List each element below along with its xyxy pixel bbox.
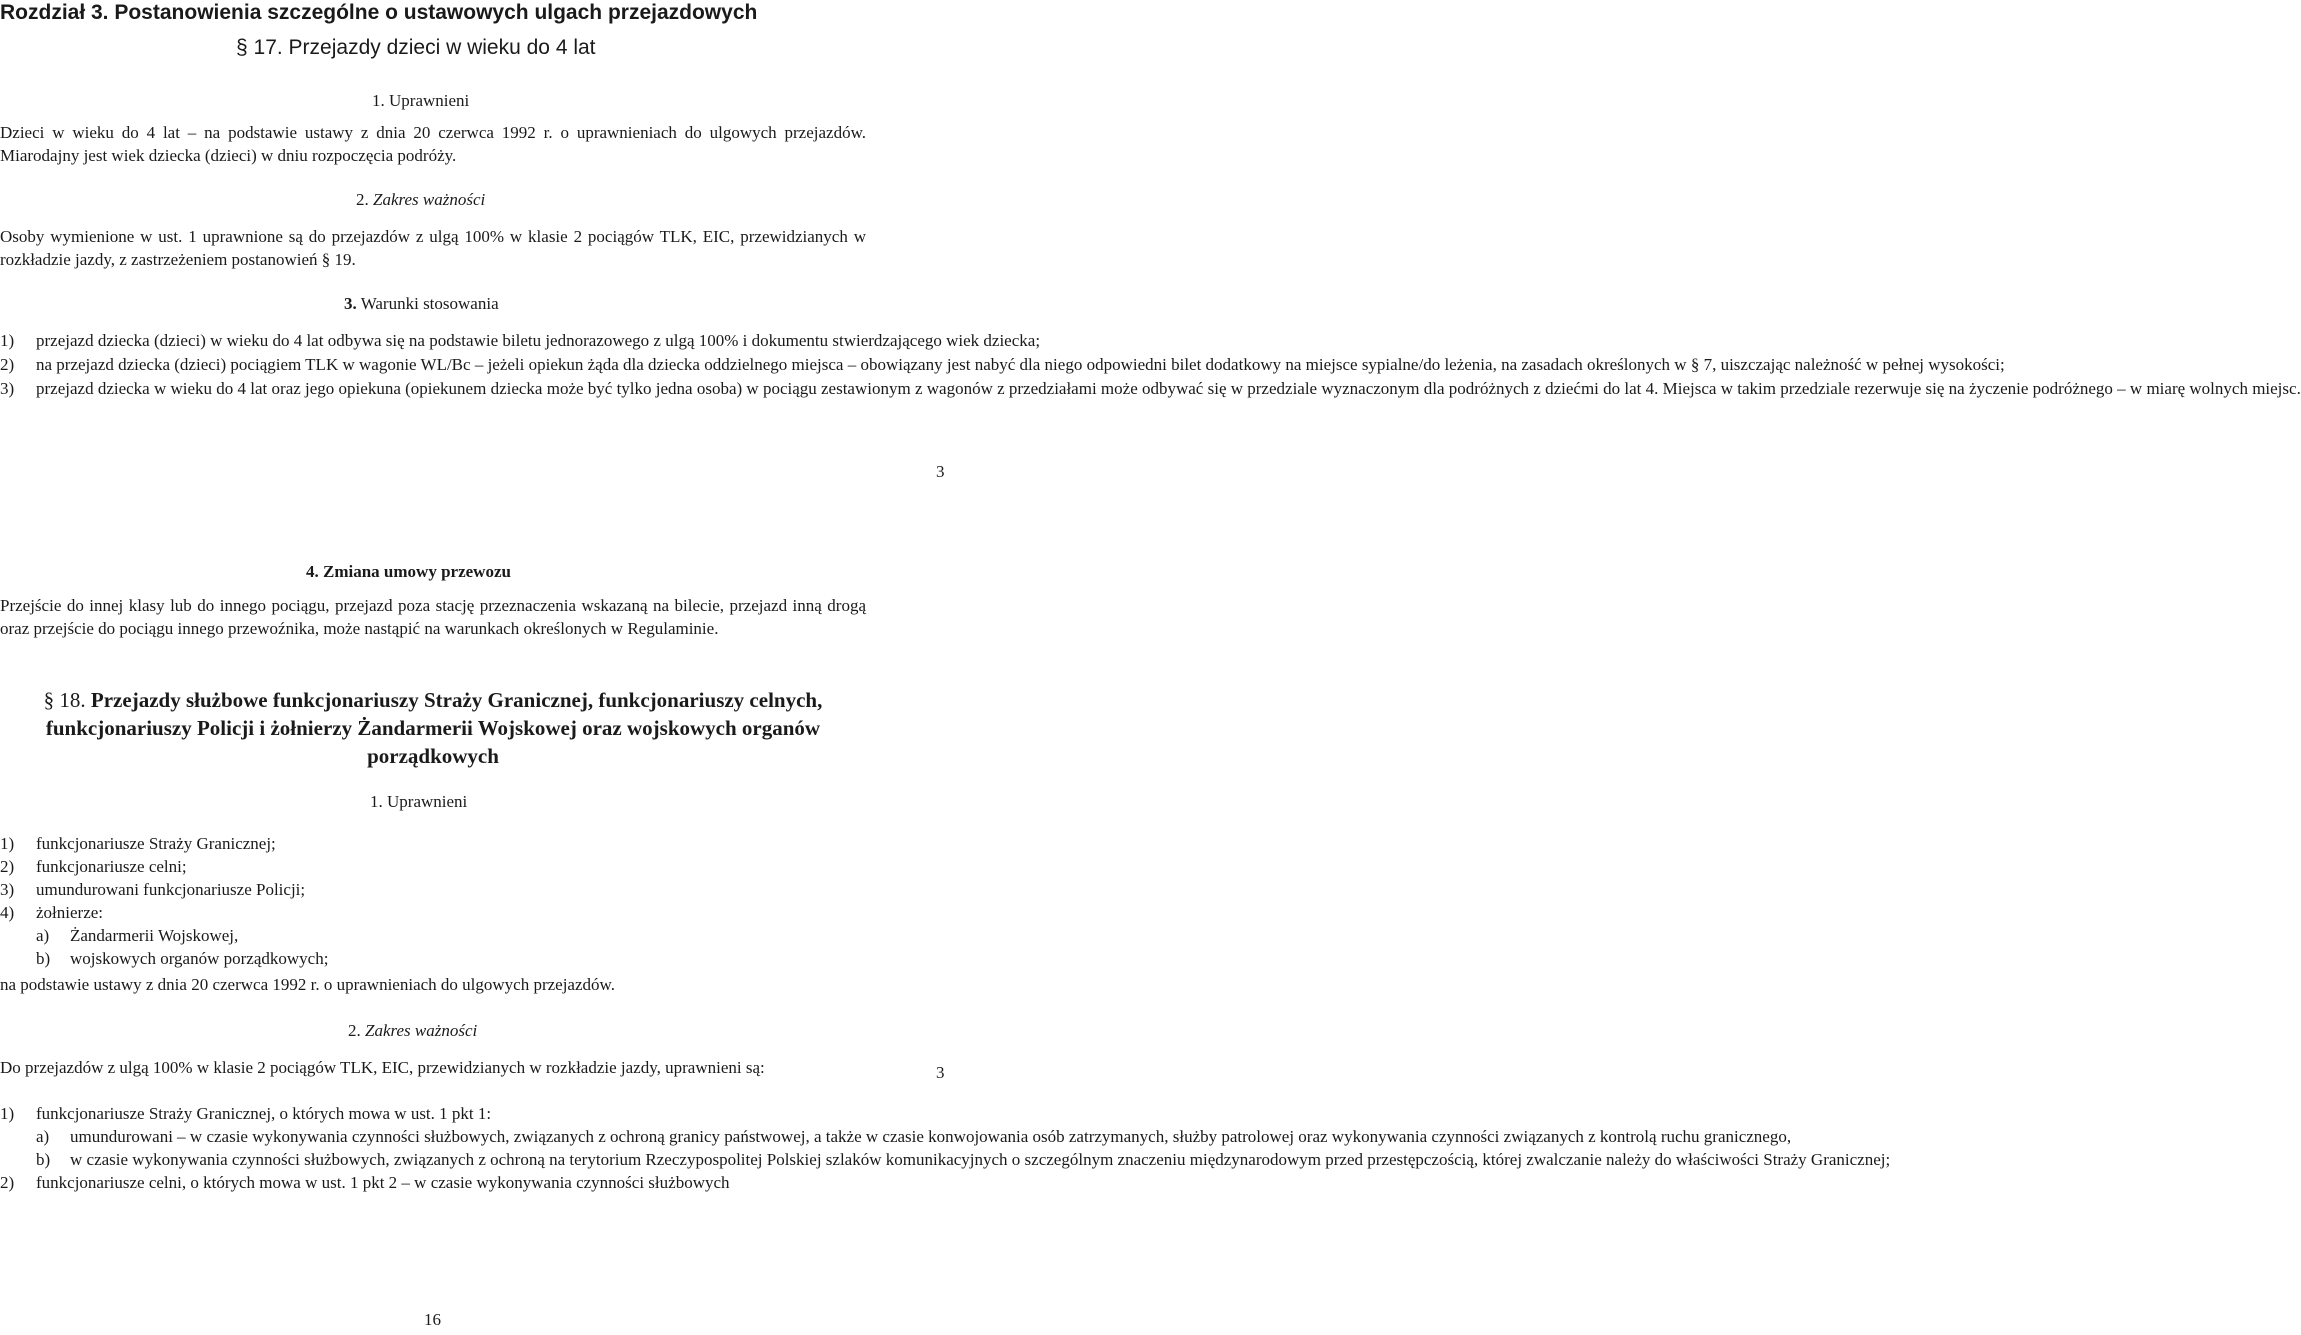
s17-conditions-list — [0, 329, 2301, 400]
s17-paragraph-1: Dzieci w wieku do 4 lat – na podstawie ustawy z dnia 20 czerwca 1992 r. o uprawnieniach do ulgowych przejazdów. Miarodajny jest wiek dziecka (dzieci) w dniu rozpoczęcia podróży. — [0, 123, 866, 165]
list-subitem — [0, 924, 866, 947]
list-item — [0, 353, 2005, 376]
list-subitem-text: w czasie wykonywania czynności służbowych, związanych z ochroną na terytorium Rzeczypospolitej Polskiej szlaków komunikacyjnych o szczególnym znaczeniu międzynarodowym przed przestępczością, której zwalczanie należy do właściwości Straży Granicznej; — [70, 1150, 1891, 1169]
s18-paragraph-2: Do przejazdów z ulgą 100% w klasie 2 pociągów TLK, EIC, przewidzianych w rozkładzie jazdy, uprawnieni są: — [0, 1058, 765, 1077]
list-item-number: 3) — [0, 880, 15, 899]
list-item — [0, 832, 866, 855]
s17-paragraph-4: Przejście do innej klasy lub do innego pociągu, przejazd poza stację przeznaczenia wskazaną na bilecie, przejazd inną drogą oraz przejście do pociągu innego przewoźnika, może nastąpić na warunkach określonych w Regulaminie. — [0, 596, 866, 638]
s17-heading-4-text: Zmiana umowy przewozu — [323, 562, 511, 581]
s17-heading-1: 1. Uprawnieni — [372, 91, 470, 110]
s17-heading-2 — [356, 190, 485, 210]
list-subitem-letter: b) — [36, 1150, 51, 1169]
s17-heading-4-number: 4. — [306, 562, 319, 581]
list-subitem-letter: a) — [36, 926, 50, 945]
s18-heading-1: 1. Uprawnieni — [370, 792, 468, 811]
s17-heading-2-number: 2. — [356, 190, 369, 209]
list-item-number: 3) — [0, 379, 15, 398]
s18-heading-2 — [348, 1021, 477, 1041]
list-item-text: przejazd dziecka (dzieci) w wieku do 4 lat odbywa się na podstawie biletu jednorazowego z ulgą 100% i dokumentu stwierdzającego wiek dziecka; — [36, 331, 1041, 350]
list-subitem-text: Żandarmerii Wojskowej, — [70, 926, 239, 945]
list-item-text: przejazd dziecka w wieku do 4 lat oraz jego opiekuna (opiekunem dziecka może być tylko jedna osoba) w pociągu zestawionym z wagonów z przedziałami może odbywać się w przedziale wyznaczonym dla podróżnych z dziećmi do lat 4. Miejsca w takim przedziale rezerwuje się na życzenie podróżnego – w miarę wolnych miejsc. — [36, 379, 2301, 398]
list-item-number: 2) — [0, 355, 15, 374]
list-item-text: funkcjonariusze celni; — [36, 857, 187, 876]
s18-paragraph-1: na podstawie ustawy z dnia 20 czerwca 1992 r. o uprawnieniach do ulgowych przejazdów. — [0, 975, 615, 994]
list-subitem — [0, 1125, 1792, 1148]
list-item — [0, 1102, 866, 1125]
s17-heading-2-text: Zakres ważności — [373, 190, 486, 209]
list-subitem — [0, 1148, 1891, 1171]
chapter-title: Rozdział 3. Postanowienia szczególne o ustawowych ulgach przejazdowych — [0, 1, 758, 24]
list-subitem — [0, 947, 866, 970]
s17-heading-3-text: Warunki stosowania — [360, 294, 499, 313]
list-item — [0, 1171, 866, 1194]
list-item-number: 1) — [0, 1104, 15, 1123]
list-item — [0, 329, 1041, 352]
page-number: 16 — [424, 1310, 441, 1329]
list-item — [0, 377, 2301, 400]
list-item — [0, 878, 866, 901]
s17-heading-3-number: 3. — [344, 294, 357, 313]
margin-mark: 3 — [936, 1063, 945, 1082]
list-item-text: funkcjonariusze celni, o których mowa w ust. 1 pkt 2 – w czasie wykonywania czynności służbowych — [36, 1173, 730, 1192]
margin-mark: 3 — [936, 462, 945, 481]
list-item-number: 2) — [0, 1173, 15, 1192]
s17-paragraph-2: Osoby wymienione w ust. 1 uprawnione są do przejazdów z ulgą 100% w klasie 2 pociągów TLK, EIC, przewidzianych w rozkładzie jazdy, z zastrzeżeniem postanowień § 19. — [0, 227, 866, 269]
list-item-text: żołnierze: — [36, 903, 104, 922]
list-item-number: 1) — [0, 331, 15, 350]
list-item-text: na przejazd dziecka (dzieci) pociągiem TLK w wagonie WL/Bc – jeżeli opiekun żąda dla dziecka oddzielnego miejsca – obowiązany jest nabyć dla niego odpowiedni bilet dodatkowy na miejsce sypialne/do leżenia, na zasadach określonych w § 7, uiszczając należność w pełnej wysokości; — [36, 355, 2005, 374]
list-item — [0, 855, 866, 878]
list-item-text: funkcjonariusze Straży Granicznej, o których mowa w ust. 1 pkt 1: — [36, 1104, 492, 1123]
list-item-text: umundurowani funkcjonariusze Policji; — [36, 880, 306, 899]
list-subitem-letter: b) — [36, 949, 51, 968]
section-18-title-text: Przejazdy służbowe funkcjonariuszy Straży Granicznej, funkcjonariuszy celnych, funkcjonariuszy Policji i żołnierzy Żandarmerii Wojskowej oraz wojskowych organów porządkowych — [45, 688, 823, 768]
list-subitem-text: umundurowani – w czasie wykonywania czynności służbowych, związanych z ochroną granicy państwowej, a także w czasie konwojowania osób zatrzymanych, służby patrolowej oraz wykonywania czynności związanych z kontrolą ruchu granicznego, — [70, 1127, 1792, 1146]
list-item — [0, 901, 866, 924]
list-subitem-text: wojskowych organów porządkowych; — [70, 949, 329, 968]
section-18-title — [30, 686, 836, 770]
s18-heading-2-text: Zakres ważności — [365, 1021, 478, 1040]
list-subitem-letter: a) — [36, 1127, 50, 1146]
s17-heading-4 — [306, 562, 511, 582]
section-18-number: § 18. — [43, 688, 86, 712]
s18-heading-2-number: 2. — [348, 1021, 361, 1040]
s18-entitled-list — [0, 832, 866, 970]
s17-heading-3 — [344, 294, 499, 314]
section-17-title: § 17. Przejazdy dzieci w wieku do 4 lat — [236, 36, 596, 59]
list-item-number: 1) — [0, 834, 15, 853]
s18-scope-list — [0, 1102, 1891, 1194]
list-item-text: funkcjonariusze Straży Granicznej; — [36, 834, 276, 853]
list-item-number: 4) — [0, 903, 15, 922]
list-item-number: 2) — [0, 857, 15, 876]
